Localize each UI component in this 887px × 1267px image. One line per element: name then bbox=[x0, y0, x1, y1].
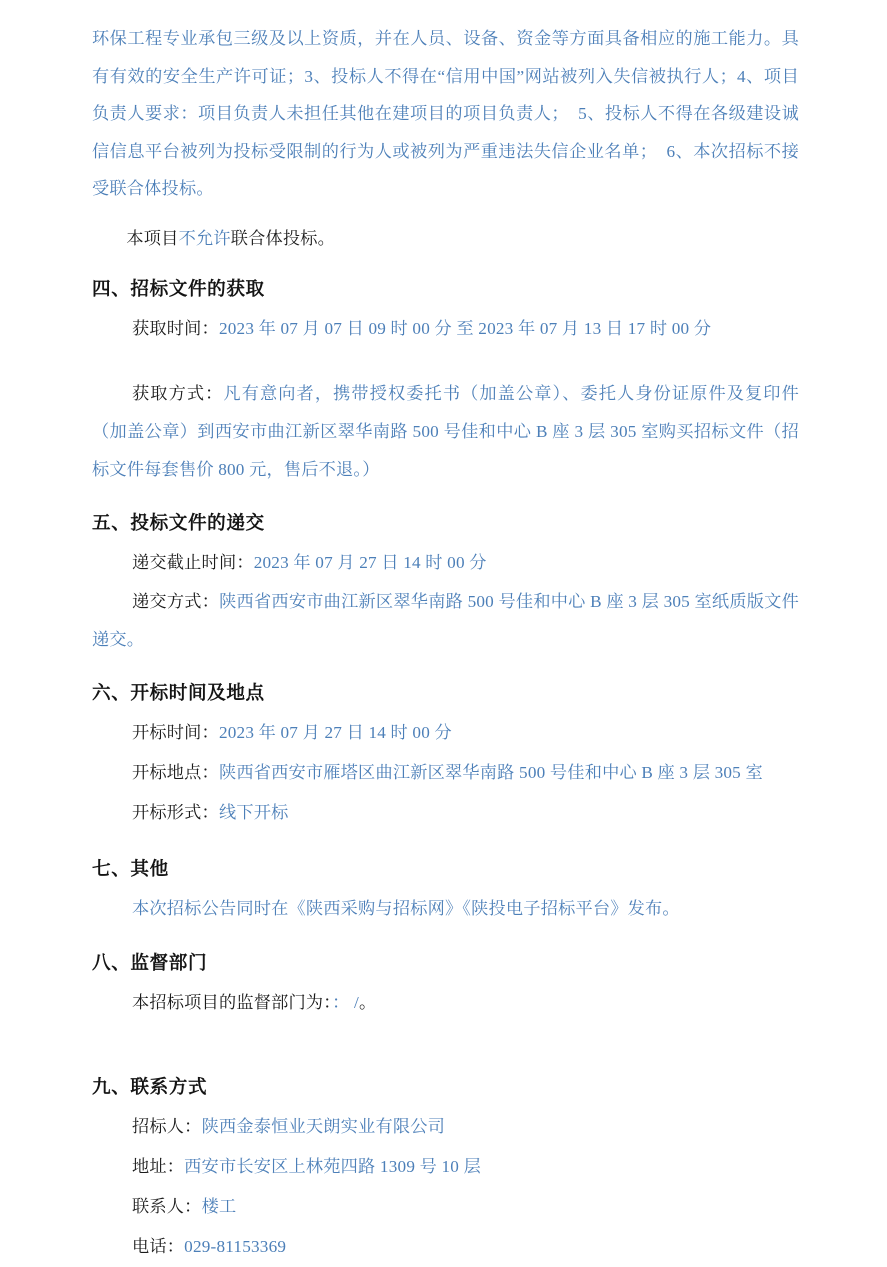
contact-person-label: 联系人： bbox=[132, 1197, 202, 1216]
opening-place-label: 开标地点： bbox=[132, 763, 219, 782]
field-opening-place bbox=[92, 753, 799, 793]
submission-deadline-label: 递交截止时间： bbox=[132, 553, 254, 572]
submission-method-value: 陕西省西安市曲江新区翠华南路 500 号佳和中心 B 座 3 层 305 室纸质版文件递交。 bbox=[92, 592, 799, 649]
phone-label: 电话： bbox=[132, 1237, 185, 1256]
opening-time-value: 2023 年 07 月 27 日 14 时 00 分 bbox=[218, 723, 452, 742]
field-acquire-time bbox=[92, 309, 799, 349]
opening-place-value: 陕西省西安市雁塔区曲江新区翠华南路 500 号佳和中心 B 座 3 层 305 室 bbox=[218, 763, 763, 782]
field-tenderer bbox=[92, 1107, 799, 1147]
field-submission-deadline bbox=[92, 543, 799, 583]
field-opening-time bbox=[92, 713, 799, 753]
field-submission-method bbox=[92, 583, 799, 659]
opening-time-label: 开标时间： bbox=[132, 723, 219, 742]
section-heading-five: 五、投标文件的递交 bbox=[92, 513, 265, 534]
field-address bbox=[92, 1147, 799, 1187]
tenderer-label: 招标人： bbox=[132, 1117, 202, 1136]
field-acquire-method bbox=[92, 375, 799, 489]
submission-method-label: 递交方式： bbox=[132, 592, 220, 611]
acquire-method-value: 凡有意向者，携带授权委托书（加盖公章）、委托人身份证原件及复印件（加盖公章）到西安市曲江新区翠华南路 500 号佳和中心 B 座 3 层 305 室购买招标文件（招标文件每套售价 800 元，售后不退。） bbox=[92, 384, 799, 479]
section-heading-nine: 九、联系方式 bbox=[92, 1077, 208, 1098]
field-phone bbox=[92, 1227, 799, 1267]
consortium-note-emphasis: 不允许 bbox=[178, 228, 231, 248]
section-heading-seven: 七、其他 bbox=[92, 859, 169, 880]
field-contact-person bbox=[92, 1187, 799, 1227]
supervision-suffix: 。 bbox=[358, 993, 377, 1012]
consortium-note-suffix: 联合体投标。 bbox=[230, 228, 336, 248]
spacer bbox=[92, 349, 799, 375]
section-seven-body: 本次招标公告同时在《陕西采购与招标网》《陕投电子招标平台》发布。 bbox=[132, 899, 680, 918]
submission-deadline-value: 2023 年 07 月 27 日 14 时 00 分 bbox=[253, 553, 487, 572]
spacer bbox=[92, 208, 799, 220]
intro-paragraph: 环保工程专业承包三级及以上资质，并在人员、设备、资金等方面具备相应的施工能力。具有有效的安全生产许可证；3、投标人不得在“信用中国”网站被列入失信被执行人；4、项目负责人要求：项目负责人未担任其他在建项目的项目负责人； 5、投标人不得在各级建设诚信信息平台被列为投标受限制的行为人或被列为严重违法失信企业名单； 6、本次招标不接受联合体投标。 bbox=[92, 29, 799, 198]
section-heading-four: 四、招标文件的获取 bbox=[92, 279, 265, 300]
phone-value: 029-81153369 bbox=[184, 1237, 287, 1256]
consortium-note bbox=[92, 220, 799, 258]
consortium-note-prefix: 本项目 bbox=[126, 228, 179, 248]
contact-person-value: 楼工 bbox=[201, 1197, 237, 1216]
section-eight-body bbox=[92, 983, 799, 1023]
supervision-prefix: 本招标项目的监督部门为： bbox=[132, 993, 333, 1012]
section-heading-eight: 八、监督部门 bbox=[92, 953, 208, 974]
opening-form-value: 线下开标 bbox=[218, 803, 289, 822]
tenderer-value: 陕西金泰恒业天朗实业有限公司 bbox=[201, 1117, 445, 1136]
address-label: 地址： bbox=[132, 1157, 185, 1176]
field-opening-form bbox=[92, 793, 799, 833]
acquire-time-label: 获取时间： bbox=[132, 319, 219, 338]
opening-form-label: 开标形式： bbox=[132, 803, 219, 822]
supervision-value: ： / bbox=[332, 993, 359, 1012]
address-value: 西安市长安区上林苑四路 1309 号 10 层 bbox=[184, 1157, 481, 1176]
acquire-time-value: 2023 年 07 月 07 日 09 时 00 分 至 2023 年 07 月 13 日 17 时 00 分 bbox=[218, 319, 712, 338]
section-heading-six: 六、开标时间及地点 bbox=[92, 683, 265, 704]
acquire-method-label: 获取方式： bbox=[132, 384, 224, 403]
